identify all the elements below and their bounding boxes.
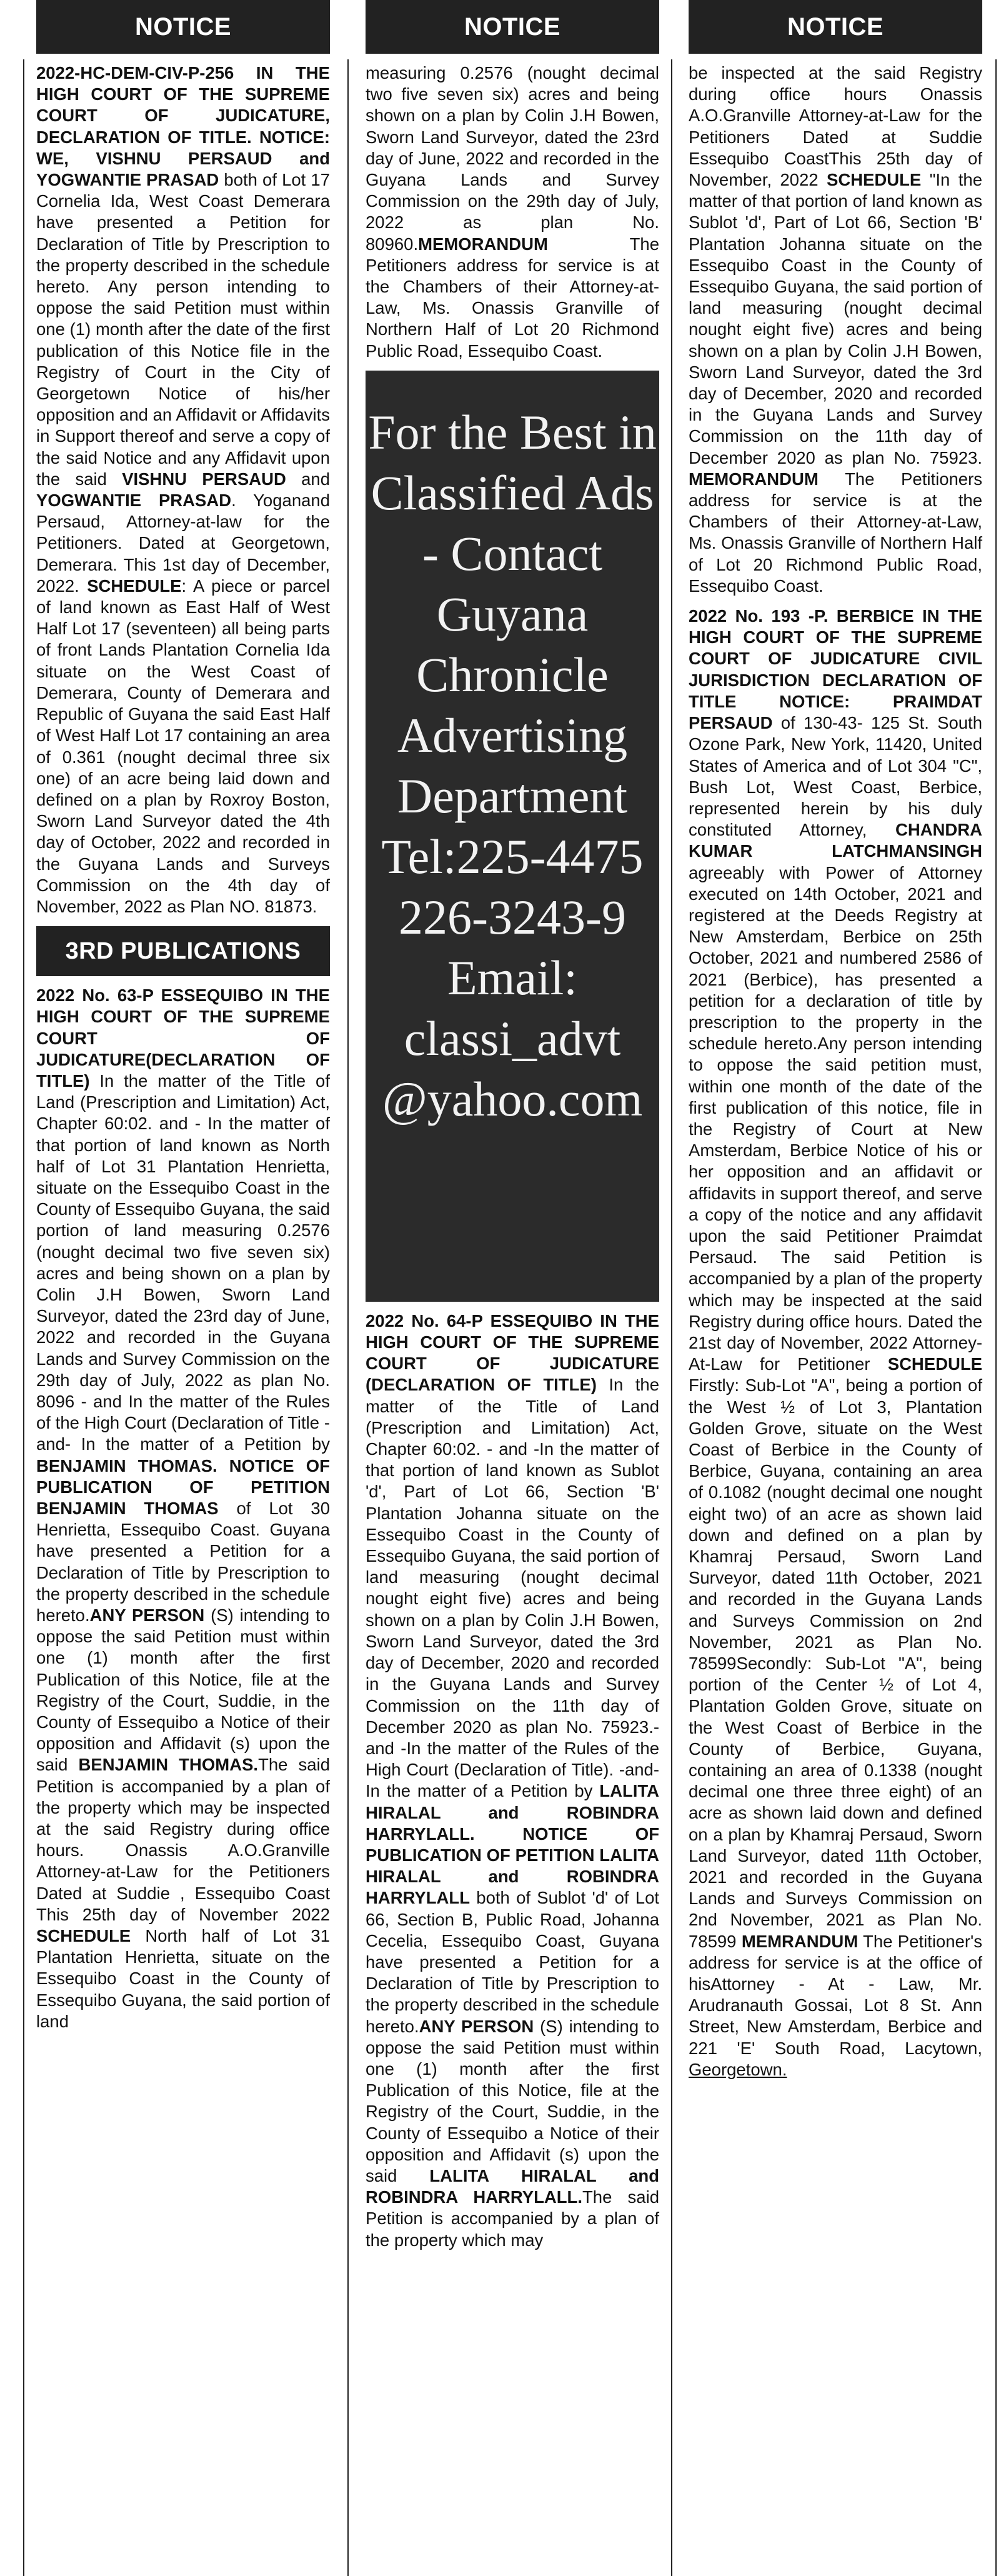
any-person-label: ANY PERSON (419, 2016, 534, 2036)
memorandum-body: The Petitioner's address for service is at the office of hisAttorney - At - Law, Mr. Arudranauth Gossai, Lot 8 St. Ann Street, New Amsterdam, Berbice and 221 'E' South Road, Lacytown, (689, 1931, 982, 2058)
schedule-label: SCHEDULE (87, 576, 182, 596)
memorandum-label: MEMRANDUM (741, 1931, 859, 1951)
column-rule-left (23, 59, 24, 2576)
schedule-body: Firstly: Sub-Lot "A", being a portion of the West ½ of Lot 3, Plantation Golden Grove, situate on the West Coast of Berbice in the County of Berbice, Guyana, containing an area of 0.1082 (nought decimal one nought eight two) of an acre as shown laid down and defined on a plan by Khamraj Persaud, Sworn Land Surveyor, dated 11th October, 2021 and recorded in the Guyana Lands and Surveys Commission on 2nd November, 2021 as Plan No. 78599Secondly: Sub-Lot "A", being portion of the Center ½ of Lot 4, Plantation Golden Grove, situate on the West Coast of Berbice in the County of Berbice, Guyana, containing an area of 0.1338 (nought decimal one three three eight) of an acre as shown laid down and defined on a plan by Khamraj Persaud, Sworn Land Surveyor, dated 11th October, 2021 and recorded in the Guyana Lands and Surveys Commission on 2nd November, 2021 as Plan No. 78599 (689, 1375, 982, 1951)
schedule-body: : A piece or parcel of land known as East Half of West Half Lot 17 (seventeen) all being parts of front Lands Plantation Cornelia Ida situate on the West Coast of Demerara, County of Demerara and Republic of Guyana the said East Half of West Half Lot 17 containing an area of 0.361 (nought decimal three six one) of an acre being laid down and defined on a plan by Roxroy Boston, Sworn Land Surveyor dated the 4th day of October, 2022 and recorded in the Guyana Lands and Surveys Commission on the 4th day of November, 2022 as Plan NO. 81873. (36, 576, 330, 916)
notice-heading: 2022 No. 193 -P. BERBICE IN THE HIGH COURT OF THE SUPREME COURT OF JUDICATURE CIVIL JURISDICTION DECLARATION OF TITLE NOTICE: PRAIMDAT PERSAUD (689, 606, 982, 733)
column-2 (366, 0, 659, 2251)
column-1 (36, 0, 330, 2032)
petitioner-name: LALITA HIRALAL and ROBINDRA HARRYLALL. NOTICE OF PUBLICATION OF PETITION LALITA HIRALAL and ROBINDRA HARRYLALL (366, 1781, 659, 1908)
notice-body: In the matter of the Title of Land (Prescription and Limitation) Act, Chapter 60:02. - and -In the matter of that portion of land known as Sublot 'd', Part of Lot 66, Section 'B' Plantation Johanna situate on the Essequibo Coast in the County of Essequibo Guyana, the said portion of land measuring (nought decimal nought eight five) acres and being shown on a plan by Colin J.H Bowen, Sworn Land Surveyor, dated the 3rd day of December, 2020 and recorded in the Guyana Lands and Survey Commission on the 11th day of December 2020 as plan No. 75923.- and -In the matter of the Rules of the High Court (Declaration of Title). -and- In the matter of a Petition by (366, 1375, 659, 1801)
schedule-label: SCHEDULE (36, 1926, 131, 1946)
schedule-body: "In the matter of that portion of land known as Sublot 'd', Part of Lot 66, Section 'B' Plantation Johanna situate on the Essequibo Coast in the County of Essequibo Guyana, the said portion of land measuring (nought decimal nought eight five) acres and being shown on a plan by Colin J.H Bowen, Sworn Land Surveyor, dated the 3rd day of December, 2020 and recorded in the Guyana Lands and Survey Commission on the 11th day of December 2020 as plan No. 75923. (689, 170, 982, 467)
notice-body: agreeably with Power of Attorney executed on 14th October, 2021 and registered at the Deeds Registry at New Amsterdam, Berbice on 25th October, 2021 and numbered 2586 of 2021 (Berbice), has presented a petition for a declaration of title by prescription to the property in the schedule hereto.Any person intending to oppose the said petition must, within one month of the date of the first publication of this notice, file in the Registry of Court at New Amsterdam, Berbice Notice of his or her opposition and an affidavit or affidavits in support thereof, and serve a copy of the notice and any affidavit upon the said Petitioner Praimdat Persaud. The said Petition is accompanied by a plan of the property which may be inspected at the said Registry during office hours. Dated the 21st day of November, 2022 Attorney-At-Law for Petitioner (689, 862, 982, 1374)
memorandum-body: The Petitioners address for service is at the Chambers of their Attorney-at-Law, Ms. Onassis Granville of Northern Half of Lot 20 Richmond Public Road, Essequibo Coast. (366, 234, 659, 361)
notice-banner: NOTICE (689, 0, 982, 54)
publications-banner: 3RD PUBLICATIONS (36, 926, 330, 976)
notice-body: of Lot 30 Henrietta, Essequibo Coast. Guyana have presented a Petition for a Declaration of Title by Prescription to the property described in the schedule hereto. (36, 1499, 330, 1625)
column-rule-right (995, 59, 997, 2576)
classified-ads-advert: For the Best in Classified Ads - Contact Guyana Chronicle Advertising Department Tel:225-4475 226-3243-9 Email: classi_advt @yahoo.com (366, 371, 659, 1302)
column-rule-middle-right (671, 59, 672, 2576)
notice-body: both of Lot 17 Cornelia Ida, West Coast Demerara have presented a Petition for Declaration of Title by Prescription to the property described in the schedule hereto. Any person intending to oppose the said Petition must within one (1) month after the date of the first publication of this Notice file in the Registry of Court in the City of Georgetown Notice of his/her opposition and an Affidavit or Affidavits in Support thereof and serve a copy of the said Notice and any Affidavit upon the said (36, 170, 330, 489)
notice-heading: 2022 No. 63-P ESSEQUIBO IN THE HIGH COURT OF THE SUPREME COURT OF JUDICATURE(DECLARATION OF TITLE) (36, 986, 330, 1091)
memorandum-label: MEMORANDUM (689, 469, 819, 489)
column-3 (689, 0, 982, 2080)
schedule-body: North half of Lot 31 Plantation Henrietta, situate on the Essequibo Coast in the County of Essequibo Guyana, the said portion of land (36, 1926, 330, 2031)
notice-banner: NOTICE (36, 0, 330, 54)
notice-praimdat-persaud (689, 606, 982, 2080)
notice-lalita-hiralal (366, 1310, 659, 2251)
petitioner-name: YOGWANTIE PRASAD (36, 491, 232, 511)
memorandum-body: The Petitioners address for service is at the Chambers of their Attorney-at-Law, Ms. Onassis Granville of Northern Half of Lot 20 Richmond Public Road, Essequibo Coast. (689, 469, 982, 596)
attorney-name: CHANDRA KUMAR LATCHMANSINGH (689, 820, 982, 861)
notice-banner: NOTICE (366, 0, 659, 54)
petitioner-name: BENJAMIN THOMAS. (78, 1755, 259, 1775)
notice-body: and (286, 469, 330, 489)
notice-body: be inspected at the said Registry during office hours Onassis A.O.Granville Attorney-at-Law for the Petitioners Dated at Suddie Essequibo CoastThis 25th day of November, 2022 (689, 63, 982, 190)
schedule-label: SCHEDULE (826, 170, 922, 190)
petitioner-name: VISHNU PERSAUD (122, 469, 286, 489)
notice-body: The said Petition is accompanied by a plan of the property which may be inspected at the said Registry during office hours. Onassis A.O.Granville Attorney-at-Law for the Petitioners Dated at Suddie , Essequibo Coast This 25th day of November 2022 (36, 1755, 330, 1924)
notice-continuation (689, 62, 982, 597)
notice-body: both of Sublot 'd' of Lot 66, Section B, Public Road, Johanna Cecelia, Essequibo Coast, Guyana have presented a Petition for a Declaration of Title by Prescription to the property described in the schedule hereto. (366, 1888, 659, 2036)
notice-heading: 2022 No. 64-P ESSEQUIBO IN THE HIGH COURT OF THE SUPREME COURT OF JUDICATURE (DECLARATION OF TITLE) (366, 1310, 659, 1395)
notice-body: measuring 0.2576 (nought decimal two five seven six) acres and being shown on a plan by Colin J.H Bowen, Sworn Land Surveyor, dated the 23rd day of June, 2022 and recorded in the Guyana Lands and Survey Commission on the 29th day of July, 2022 as plan No. 80960. (366, 63, 659, 254)
notice-body: (S) intending to oppose the said Petition must within one (1) month after the first Publication of this Notice, file at the Registry of the Court, Suddie, in the County of Essequibo a Notice of their opposition and Affidavit (s) upon the said (366, 2016, 660, 2185)
notice-vishnu-persaud (36, 62, 330, 917)
petitioner-name: LALITA HIRALAL and ROBINDRA HARRYLALL. (366, 2165, 659, 2207)
notice-benjamin-thomas (36, 985, 330, 2032)
notice-body: The said Petition is accompanied by a plan of the property which may (366, 2187, 659, 2250)
memorandum-label: MEMORANDUM (418, 234, 548, 254)
notice-continuation (366, 62, 659, 362)
notice-heading: 2022-HC-DEM-CIV-P-256 IN THE HIGH COURT OF THE SUPREME COURT OF JUDICATURE, DECLARATION OF TITLE. NOTICE: WE, VISHNU PERSAUD and YOGWANTIE PRASAD (36, 63, 330, 190)
memorandum-city: Georgetown. (689, 2059, 787, 2079)
notice-body: . Yoganand Persaud, Attorney-at-law for the Petitioners. Dated at Georgetown, Demerara. This 1st day of December, 2022. (36, 491, 330, 596)
petitioner-name: BENJAMIN THOMAS. NOTICE OF PUBLICATION OF PETITION BENJAMIN THOMAS (36, 1455, 330, 1518)
any-person-label: ANY PERSON (89, 1605, 205, 1625)
notice-body: In the matter of the Title of Land (Prescription and Limitation) Act, Chapter 60:02. and - In the matter of that portion of land known as North half of Lot 31 Plantation Henrietta, situate on the Essequibo Coast in the County of Essequibo Guyana, the said portion of land measuring 0.2576 (nought decimal two five seven six) acres and being shown on a plan by Colin J.H Bowen, Sworn Land Surveyor, dated the 23rd day of June, 2022 and recorded in the Guyana Lands and Survey Commission on the 29th day of July, 2022 as plan No. 8096 - and In the matter of the Rules of the High Court (Declaration of Title -and- In the matter of a Petition by (36, 1071, 330, 1454)
notice-body: (S) intending to oppose the said Petition must within one (1) month after the first Publication of this Notice, file at the Registry of the Court, Suddie, in the County of Essequibo a Notice of their opposition and Affidavit (s) upon the said (36, 1605, 331, 1775)
notice-body: of 130-43- 125 St. South Ozone Park, New York, 11420, United States of America and of Lot 304 "C", Bush Lot, West Coast, Berbice, represented herein by his duly constituted Attorney, (689, 713, 982, 840)
schedule-label: SCHEDULE (887, 1354, 982, 1374)
column-rule-middle-left (347, 59, 349, 2576)
